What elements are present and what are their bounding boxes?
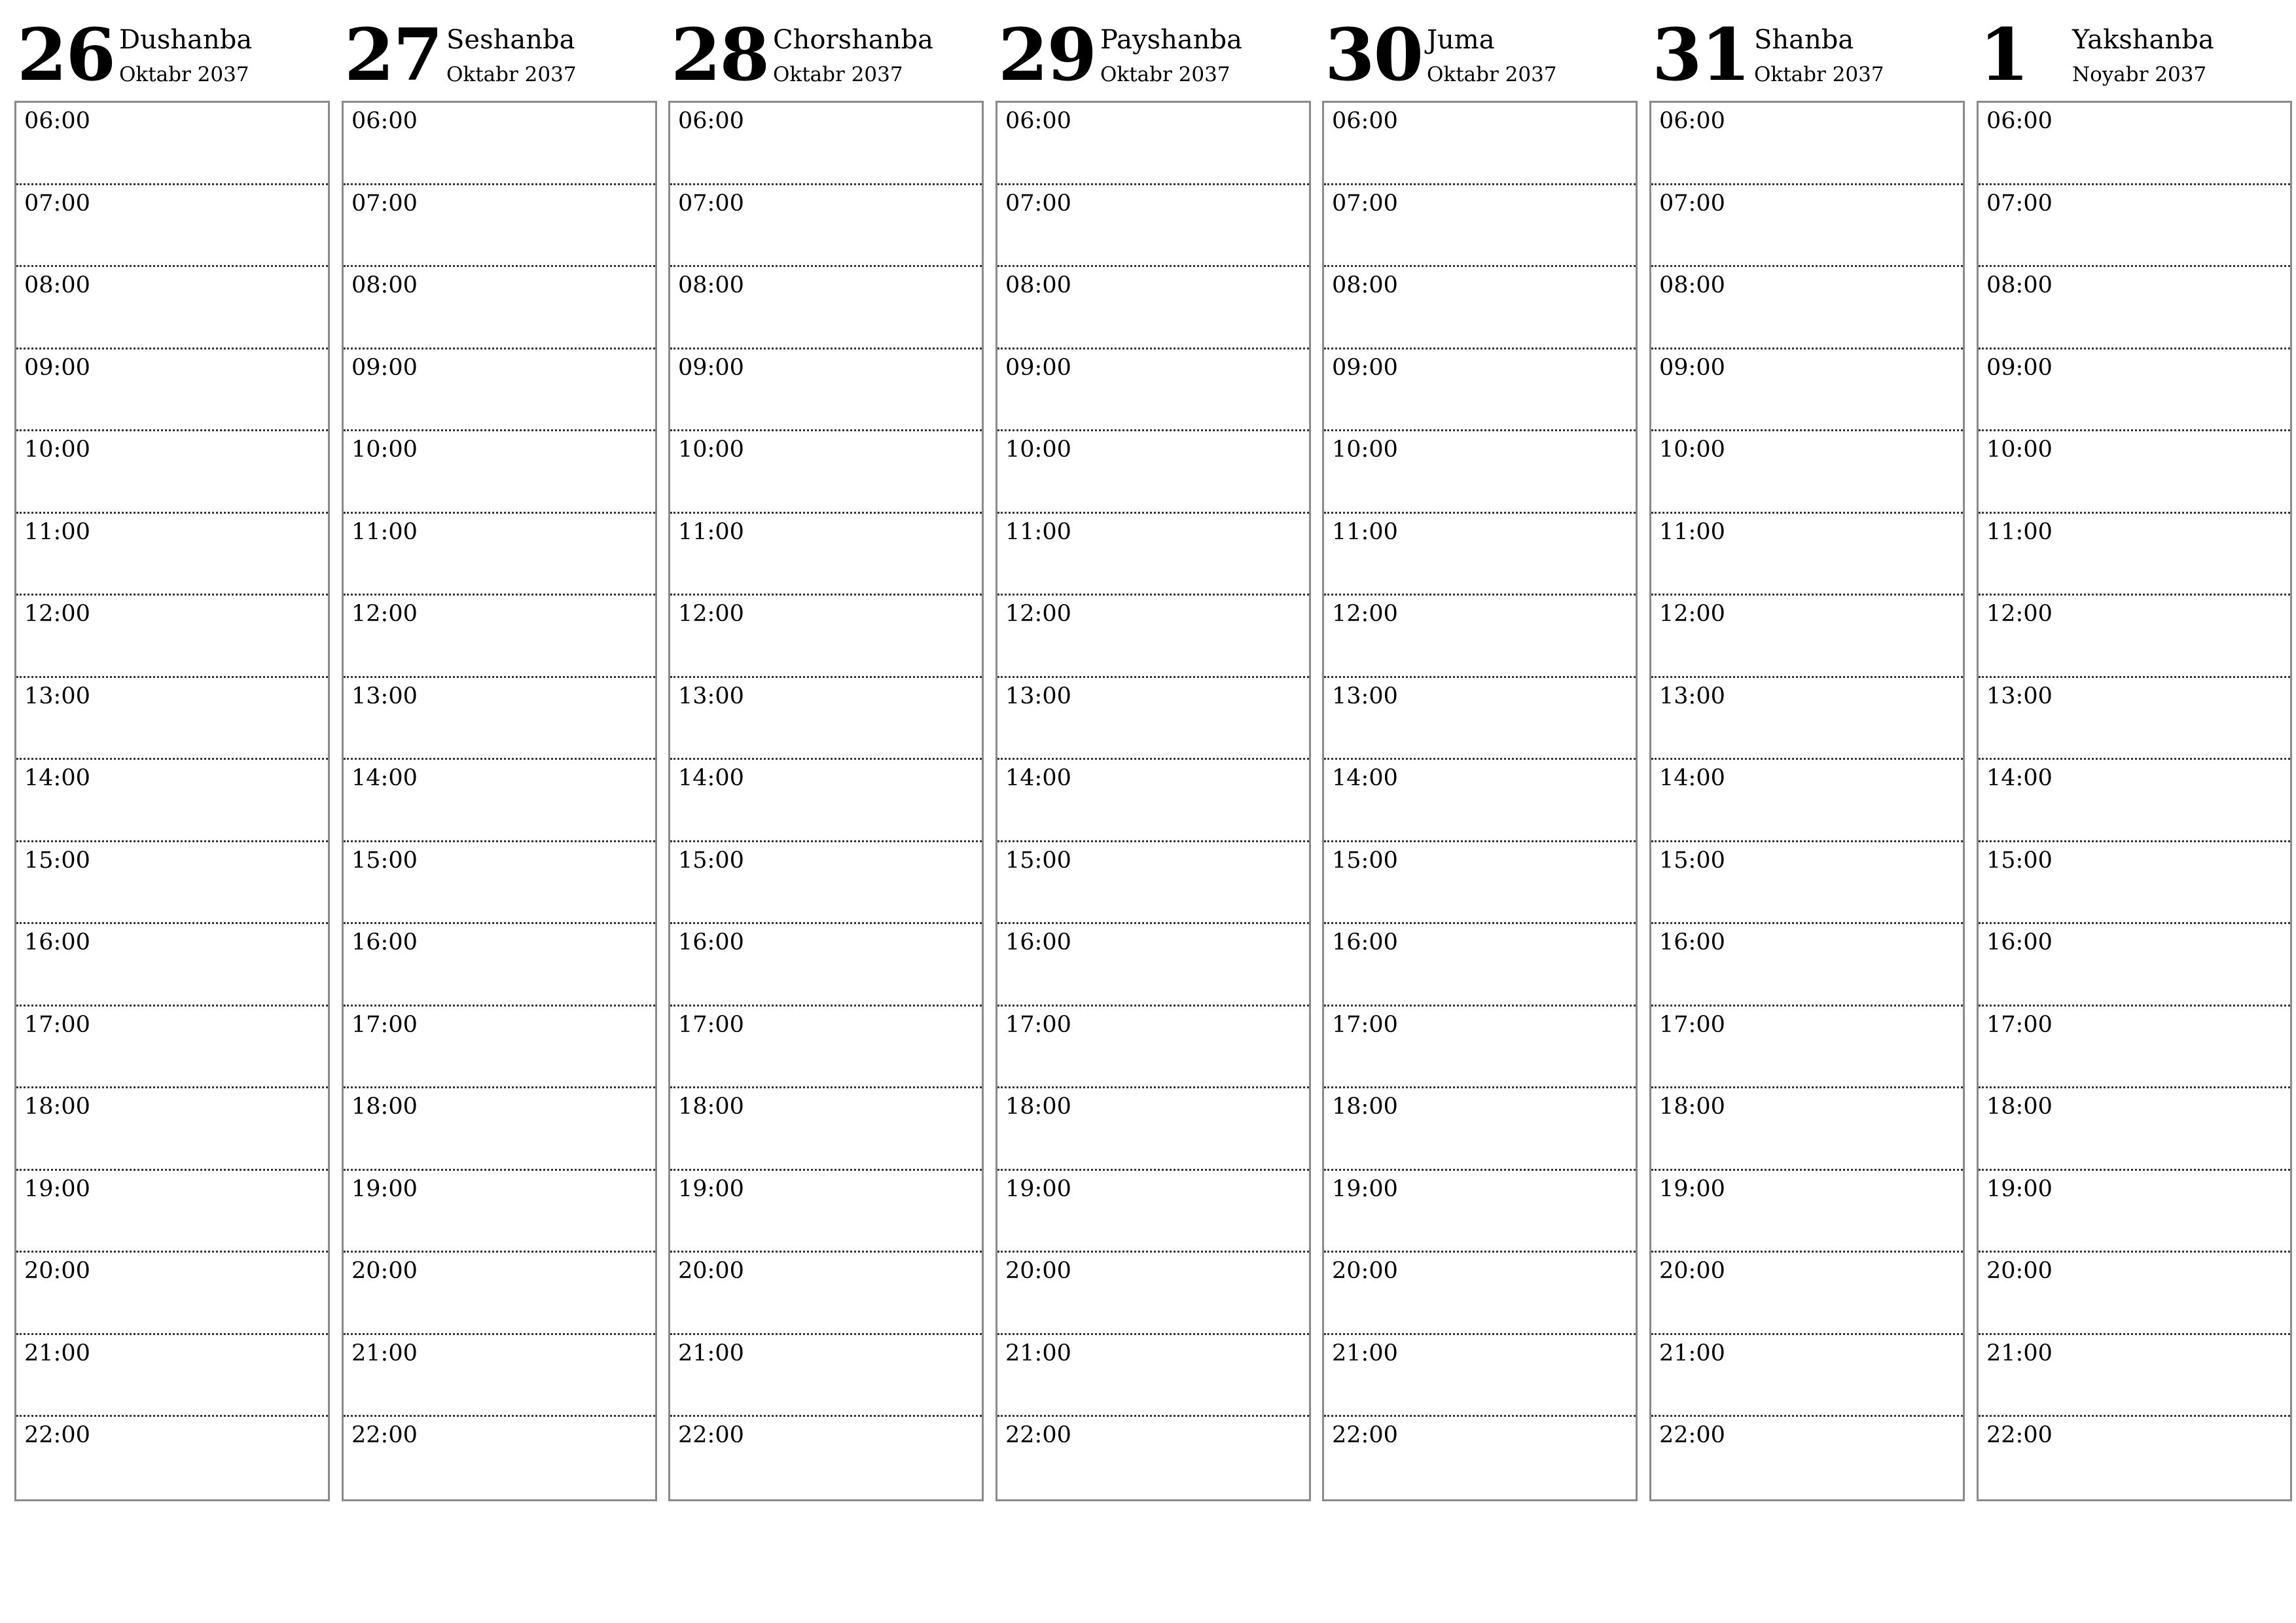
time-slot[interactable] [1324,596,1636,678]
time-slot[interactable] [670,1253,982,1335]
time-label: 07:00 [1332,190,1398,217]
hour-grid [668,101,984,1501]
time-label: 15:00 [1986,847,2053,874]
time-label: 21:00 [1659,1340,1725,1366]
day-column [342,0,656,1505]
time-label: 17:00 [24,1011,90,1038]
time-label: 11:00 [24,518,90,545]
time-slot[interactable] [16,185,328,268]
time-slot[interactable] [1651,1088,1963,1171]
day-header [1977,0,2291,98]
hour-grid [1977,101,2292,1501]
month-year: Oktabr 2037 [773,63,903,86]
time-slot[interactable] [670,1088,982,1171]
time-label: 18:00 [24,1094,90,1120]
time-slot[interactable] [1651,760,1963,842]
time-label: 08:00 [1332,272,1398,298]
month-year: Oktabr 2037 [1100,63,1230,86]
time-label: 21:00 [1986,1340,2053,1366]
time-slot[interactable] [1651,103,1963,185]
time-label: 07:00 [1659,190,1725,217]
time-slot[interactable] [1324,1417,1636,1499]
day-number: 30 [1325,12,1423,97]
time-label: 16:00 [1659,929,1725,955]
time-slot[interactable] [344,760,655,842]
time-slot[interactable] [16,1007,328,1089]
time-slot[interactable] [16,678,328,760]
time-label: 08:00 [351,272,418,298]
hour-grid [14,101,330,1501]
time-label: 15:00 [1005,847,1071,874]
hour-grid [1322,101,1638,1501]
time-slot[interactable] [344,842,655,925]
hour-grid [1649,101,1965,1501]
time-label: 08:00 [24,272,90,298]
time-label: 14:00 [1005,765,1071,791]
month-year: Oktabr 2037 [446,63,577,86]
time-slot[interactable] [16,842,328,925]
time-label: 09:00 [1986,354,2053,381]
time-label: 17:00 [1005,1011,1071,1038]
time-slot[interactable] [1324,1007,1636,1089]
weekday-name: Dushanba [119,25,253,55]
time-slot[interactable] [1324,678,1636,760]
time-slot[interactable] [1324,1171,1636,1253]
time-slot[interactable] [344,1335,655,1418]
time-label: 19:00 [1005,1175,1071,1202]
time-label: 22:00 [24,1422,90,1448]
time-slot[interactable] [16,1088,328,1171]
time-label: 18:00 [1005,1094,1071,1120]
time-label: 17:00 [1332,1011,1398,1038]
day-column [668,0,982,1505]
time-label: 13:00 [1332,683,1398,709]
day-number: 26 [17,12,115,97]
time-label: 11:00 [1332,518,1398,545]
weekday-name: Payshanba [1100,25,1242,55]
time-label: 11:00 [678,518,744,545]
time-slot[interactable] [670,842,982,925]
weekday-name: Yakshanba [2072,25,2214,55]
time-slot[interactable] [670,596,982,678]
time-label: 17:00 [351,1011,418,1038]
time-label: 18:00 [678,1094,744,1120]
time-label: 20:00 [1986,1258,2053,1284]
time-slot[interactable] [1651,349,1963,432]
time-slot[interactable] [1651,185,1963,268]
time-slot[interactable] [1979,760,2290,842]
time-slot[interactable] [1979,1417,2290,1499]
month-year: Oktabr 2037 [1754,63,1884,86]
time-slot[interactable] [670,760,982,842]
time-label: 12:00 [351,601,418,627]
time-slot[interactable] [1324,514,1636,596]
time-slot[interactable] [1979,514,2290,596]
time-label: 07:00 [24,190,90,217]
time-slot[interactable] [344,1417,655,1499]
time-label: 15:00 [1659,847,1725,874]
time-slot[interactable] [344,1253,655,1335]
day-header [1322,0,1636,98]
day-number: 27 [344,12,442,97]
day-header [1649,0,1964,98]
time-slot[interactable] [16,1335,328,1418]
time-label: 14:00 [1659,765,1725,791]
time-label: 19:00 [678,1175,744,1202]
time-label: 17:00 [1659,1011,1725,1038]
time-label: 18:00 [1659,1094,1725,1120]
time-slot[interactable] [997,760,1309,842]
time-slot[interactable] [1979,1088,2290,1171]
time-slot[interactable] [997,1171,1309,1253]
time-label: 10:00 [1332,437,1398,463]
time-label: 15:00 [678,847,744,874]
time-slot[interactable] [1979,267,2290,349]
time-label: 07:00 [351,190,418,217]
time-slot[interactable] [670,1171,982,1253]
time-label: 14:00 [1986,765,2053,791]
time-slot[interactable] [997,678,1309,760]
time-slot[interactable] [997,1417,1309,1499]
time-label: 10:00 [1005,437,1071,463]
time-label: 18:00 [1332,1094,1398,1120]
day-header [342,0,656,98]
time-label: 12:00 [1005,601,1071,627]
time-label: 08:00 [678,272,744,298]
time-slot[interactable] [997,349,1309,432]
day-header [668,0,982,98]
day-column [1977,0,2291,1505]
time-slot[interactable] [16,1417,328,1499]
time-slot[interactable] [670,514,982,596]
time-label: 22:00 [351,1422,418,1448]
time-slot[interactable] [670,185,982,268]
time-slot[interactable] [344,1007,655,1089]
time-label: 08:00 [1005,272,1071,298]
time-label: 06:00 [1986,108,2053,134]
time-slot[interactable] [344,185,655,268]
time-label: 17:00 [678,1011,744,1038]
time-slot[interactable] [1651,678,1963,760]
time-label: 08:00 [1986,272,2053,298]
time-label: 09:00 [24,354,90,381]
time-slot[interactable] [1651,1417,1963,1499]
time-label: 19:00 [24,1175,90,1202]
day-header [996,0,1310,98]
time-label: 21:00 [24,1340,90,1366]
day-header [14,0,329,98]
time-label: 19:00 [1659,1175,1725,1202]
time-label: 21:00 [1005,1340,1071,1366]
time-label: 12:00 [1332,601,1398,627]
time-slot[interactable] [1651,1007,1963,1089]
time-label: 10:00 [24,437,90,463]
time-slot[interactable] [16,103,328,185]
time-slot[interactable] [16,1171,328,1253]
time-slot[interactable] [1324,1253,1636,1335]
time-slot[interactable] [1324,842,1636,925]
time-slot[interactable] [1979,596,2290,678]
time-slot[interactable] [1979,103,2290,185]
time-label: 22:00 [1986,1422,2053,1448]
weekday-name: Shanba [1754,25,1854,55]
time-label: 12:00 [1659,601,1725,627]
time-slot[interactable] [997,185,1309,268]
time-label: 18:00 [1986,1094,2053,1120]
time-slot[interactable] [1651,596,1963,678]
time-slot[interactable] [1979,349,2290,432]
time-label: 15:00 [24,847,90,874]
time-slot[interactable] [344,349,655,432]
time-label: 11:00 [1005,518,1071,545]
time-slot[interactable] [1324,1088,1636,1171]
time-label: 13:00 [1005,683,1071,709]
time-label: 20:00 [1332,1258,1398,1284]
time-slot[interactable] [997,924,1309,1007]
day-number: 28 [671,12,769,97]
time-slot[interactable] [16,596,328,678]
time-label: 20:00 [351,1258,418,1284]
time-slot[interactable] [16,1253,328,1335]
time-label: 14:00 [351,765,418,791]
time-label: 10:00 [678,437,744,463]
time-label: 20:00 [678,1258,744,1284]
time-label: 22:00 [1005,1422,1071,1448]
time-slot[interactable] [16,514,328,596]
month-year: Oktabr 2037 [119,63,249,86]
time-slot[interactable] [344,103,655,185]
weekday-name: Chorshanba [773,25,933,55]
time-slot[interactable] [670,1007,982,1089]
time-label: 09:00 [678,354,744,381]
time-slot[interactable] [1979,431,2290,514]
time-slot[interactable] [1979,678,2290,760]
time-slot[interactable] [1651,1253,1963,1335]
hour-grid [996,101,1311,1501]
time-label: 14:00 [1332,765,1398,791]
time-slot[interactable] [670,678,982,760]
time-label: 16:00 [24,929,90,955]
time-slot[interactable] [670,924,982,1007]
time-slot[interactable] [997,431,1309,514]
time-slot[interactable] [997,514,1309,596]
time-slot[interactable] [997,1007,1309,1089]
time-slot[interactable] [1324,924,1636,1007]
time-slot[interactable] [16,760,328,842]
day-column [1649,0,1964,1505]
time-slot[interactable] [344,596,655,678]
time-label: 13:00 [351,683,418,709]
time-slot[interactable] [1651,514,1963,596]
time-slot[interactable] [1979,1007,2290,1089]
time-label: 06:00 [1659,108,1725,134]
time-slot[interactable] [16,349,328,432]
time-label: 13:00 [678,683,744,709]
time-slot[interactable] [1979,924,2290,1007]
time-slot[interactable] [1979,1171,2290,1253]
month-year: Noyabr 2037 [2072,63,2207,86]
weekday-name: Seshanba [446,25,575,55]
time-slot[interactable] [16,267,328,349]
time-label: 17:00 [1986,1011,2053,1038]
time-slot[interactable] [344,267,655,349]
time-label: 12:00 [1986,601,2053,627]
time-slot[interactable] [997,1335,1309,1418]
hour-grid [342,101,657,1501]
weekday-name: Juma [1427,25,1495,55]
time-label: 21:00 [678,1340,744,1366]
time-slot[interactable] [344,1088,655,1171]
time-slot[interactable] [1979,185,2290,268]
time-slot[interactable] [1979,1335,2290,1418]
time-slot[interactable] [670,349,982,432]
time-slot[interactable] [670,103,982,185]
time-slot[interactable] [344,924,655,1007]
time-label: 10:00 [1659,437,1725,463]
time-label: 09:00 [1332,354,1398,381]
time-label: 19:00 [1986,1175,2053,1202]
time-slot[interactable] [670,1417,982,1499]
time-label: 12:00 [678,601,744,627]
time-slot[interactable] [997,842,1309,925]
day-number: 31 [1652,12,1750,97]
time-label: 09:00 [351,354,418,381]
time-slot[interactable] [344,431,655,514]
day-column [996,0,1310,1505]
time-slot[interactable] [997,596,1309,678]
time-label: 11:00 [351,518,418,545]
time-label: 16:00 [351,929,418,955]
time-slot[interactable] [670,1335,982,1418]
time-slot[interactable] [344,678,655,760]
time-slot[interactable] [1651,842,1963,925]
time-label: 10:00 [1986,437,2053,463]
time-label: 06:00 [678,108,744,134]
day-column [14,0,329,1505]
day-number: 1 [1979,12,2028,97]
time-label: 13:00 [1659,683,1725,709]
day-number: 29 [998,12,1096,97]
time-label: 19:00 [1332,1175,1398,1202]
time-label: 09:00 [1659,354,1725,381]
time-label: 18:00 [351,1094,418,1120]
time-slot[interactable] [1324,103,1636,185]
time-label: 14:00 [24,765,90,791]
time-slot[interactable] [670,267,982,349]
time-label: 14:00 [678,765,744,791]
time-slot[interactable] [1979,1253,2290,1335]
time-label: 16:00 [1005,929,1071,955]
time-slot[interactable] [344,514,655,596]
time-label: 07:00 [678,190,744,217]
time-label: 06:00 [351,108,418,134]
time-slot[interactable] [997,103,1309,185]
time-label: 20:00 [1659,1258,1725,1284]
time-label: 13:00 [1986,683,2053,709]
time-label: 07:00 [1005,190,1071,217]
time-label: 06:00 [1332,108,1398,134]
day-column [1322,0,1636,1505]
time-label: 13:00 [24,683,90,709]
time-slot[interactable] [1324,185,1636,268]
time-label: 22:00 [1659,1422,1725,1448]
time-slot[interactable] [1651,431,1963,514]
time-slot[interactable] [997,1253,1309,1335]
time-label: 19:00 [351,1175,418,1202]
time-slot[interactable] [1324,760,1636,842]
time-label: 20:00 [24,1258,90,1284]
time-slot[interactable] [670,431,982,514]
time-slot[interactable] [1979,842,2290,925]
time-label: 06:00 [24,108,90,134]
time-label: 10:00 [351,437,418,463]
time-label: 09:00 [1005,354,1071,381]
time-label: 11:00 [1986,518,2053,545]
time-slot[interactable] [1651,924,1963,1007]
time-label: 16:00 [678,929,744,955]
time-slot[interactable] [344,1171,655,1253]
time-label: 22:00 [678,1422,744,1448]
time-slot[interactable] [1651,1335,1963,1418]
time-label: 15:00 [351,847,418,874]
time-slot[interactable] [997,267,1309,349]
time-slot[interactable] [997,1088,1309,1171]
time-slot[interactable] [16,431,328,514]
time-label: 12:00 [24,601,90,627]
time-slot[interactable] [1324,267,1636,349]
month-year: Oktabr 2037 [1427,63,1557,86]
time-label: 16:00 [1332,929,1398,955]
time-label: 16:00 [1986,929,2053,955]
time-slot[interactable] [16,924,328,1007]
time-label: 15:00 [1332,847,1398,874]
time-label: 21:00 [351,1340,418,1366]
time-slot[interactable] [1324,431,1636,514]
time-slot[interactable] [1324,1335,1636,1418]
time-label: 20:00 [1005,1258,1071,1284]
time-label: 06:00 [1005,108,1071,134]
time-label: 22:00 [1332,1422,1398,1448]
time-label: 08:00 [1659,272,1725,298]
time-slot[interactable] [1324,349,1636,432]
time-label: 11:00 [1659,518,1725,545]
time-slot[interactable] [1651,267,1963,349]
time-label: 21:00 [1332,1340,1398,1366]
time-slot[interactable] [1651,1171,1963,1253]
time-label: 07:00 [1986,190,2053,217]
